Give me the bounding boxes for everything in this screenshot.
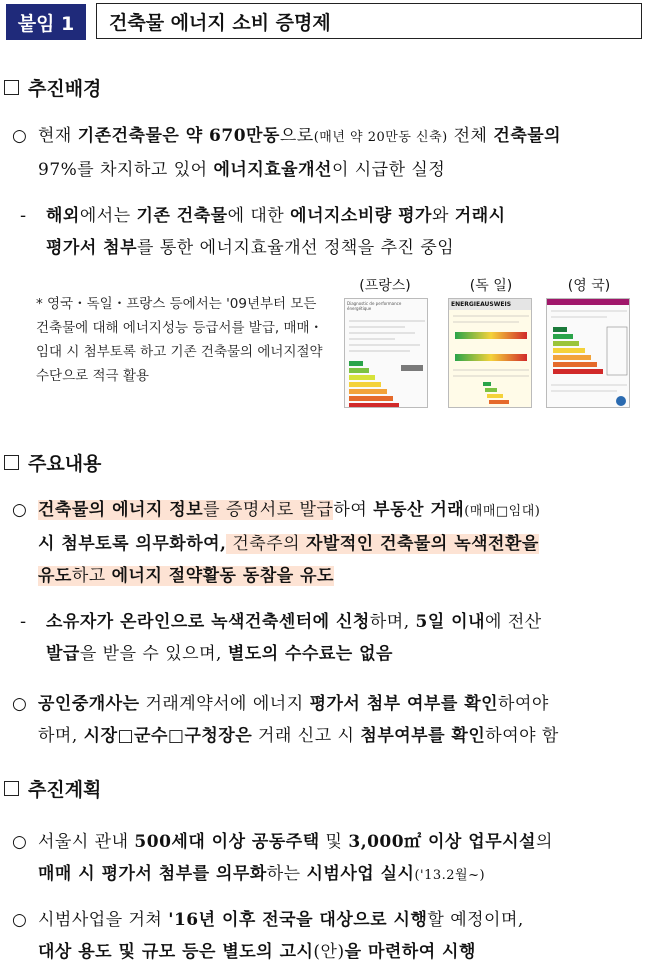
text-run: 건축물의 에너지 정보	[38, 500, 204, 520]
note-text: * 영국・독일・프랑스 등에서는 '09년부터 모든 건축물에 대해 에너지성능 등급서를 발급, 매매・임대 시 첨부토록 하고 기존 건축물의 에너지절약 수단으로 적극 활용	[36, 296, 324, 384]
text-run: 하여	[333, 500, 374, 520]
text-run: 건축주의	[226, 534, 306, 554]
text-run: 에서는	[79, 206, 137, 226]
text-run: 소유자가 온라인으로 녹색건축센터에 신청	[46, 612, 370, 632]
text-run: 의	[535, 832, 553, 852]
text-run: ('13.2월~)	[414, 868, 486, 883]
bullet-online-application	[0, 606, 647, 670]
text-run: 에 전산	[485, 612, 542, 632]
square-bullet-icon	[4, 80, 19, 95]
text-run: 할 예정이며,	[427, 910, 524, 930]
text-run: 를 통한 에너지효율개선 정책을 추진 중임	[137, 238, 455, 258]
circle-bullet-icon: ○	[12, 832, 28, 852]
text-run: (매년 약 20만동 신축)	[313, 130, 448, 145]
text-run: 기존건축물은 약 670만동	[77, 126, 280, 146]
text-run: 전체	[447, 126, 494, 146]
section-title: 추진배경	[28, 78, 102, 100]
text-run: 에너지 절약활동 동참을 유도	[111, 566, 334, 586]
section-heading-plan	[4, 775, 101, 802]
dash-bullet-icon: -	[20, 612, 27, 632]
bullet-text	[46, 606, 641, 670]
caption-uk: (영 국)	[567, 278, 611, 294]
appendix-tag: 붙임 1	[6, 4, 86, 40]
text-run: 시장□군수□구청장은	[83, 726, 253, 746]
caption-france: (프랑스)	[359, 278, 411, 294]
text-run: 에너지소비량 평가	[290, 206, 432, 226]
dash-bullet-icon: -	[20, 206, 27, 226]
text-run: 서울시 관내	[38, 832, 135, 852]
bullet-realtor-check	[0, 688, 647, 752]
text-run: 에 대한	[227, 206, 291, 226]
text-run: 건축물의	[493, 126, 562, 146]
text-run: 마련하여 시행	[367, 942, 476, 962]
text-run: 3,000㎡ 이상 업무시설	[348, 832, 536, 852]
bullet-certificate-mandate	[0, 494, 647, 590]
page-title	[96, 3, 642, 39]
bullet-overseas	[0, 200, 647, 264]
page-title-text: 건축물 에너지 소비 증명제	[109, 11, 331, 34]
text-run: 하고	[71, 566, 112, 586]
bullet-text	[46, 200, 641, 264]
text-run: 을 받을 수 있으며,	[79, 644, 228, 664]
text-run: 하는	[266, 864, 307, 884]
france-certificate-graphic	[345, 313, 428, 408]
bullet-text	[38, 494, 641, 592]
text-run: 별도의 수수료는 없음	[227, 644, 393, 664]
bullet-existing-buildings	[0, 120, 647, 184]
square-bullet-icon	[4, 455, 19, 470]
text-run: 부동산 거래	[373, 500, 465, 520]
text-run: 5일 이내	[415, 612, 486, 632]
text-run: (안)	[313, 942, 345, 962]
text-run: 거래계약서에 에너지	[139, 694, 310, 714]
france-certificate-image	[344, 298, 428, 408]
germany-certificate-image	[448, 298, 532, 408]
text-run: 하여야 함	[485, 726, 559, 746]
text-run: '16년 이후 전국을 대상으로 시행	[168, 910, 428, 930]
text-run: 첨부여부를 확인	[360, 726, 486, 746]
text-run: 97%	[38, 160, 78, 180]
text-run: 하여야	[498, 694, 549, 714]
text-run: 및	[319, 832, 349, 852]
bullet-text	[38, 826, 641, 892]
bullet-pilot-project	[0, 826, 647, 890]
text-run: 해외	[46, 206, 80, 226]
text-run: 와	[431, 206, 455, 226]
text-run: 을	[344, 942, 368, 962]
circle-bullet-icon: ○	[12, 126, 28, 146]
bullet-text	[38, 688, 641, 752]
square-bullet-icon	[4, 781, 19, 796]
text-run: 발급	[46, 644, 80, 664]
text-run: 평가서 첨부 여부를 확인	[309, 694, 499, 714]
text-run: 시 첨부토록 의무화하여,	[38, 534, 227, 554]
circle-bullet-icon: ○	[12, 910, 28, 930]
france-doc-title: Diagnostic de performance énergétique	[347, 301, 402, 311]
text-run: 이 시급한 실정	[331, 160, 446, 180]
section-title: 추진계획	[28, 779, 102, 801]
circle-bullet-icon: ○	[12, 500, 28, 520]
bullet-nationwide	[0, 904, 647, 968]
text-run: 시범사업을 거쳐	[38, 910, 169, 930]
text-run: 평가서 첨부를 의무화	[101, 864, 267, 884]
circle-bullet-icon: ○	[12, 694, 28, 714]
text-run: 거래 신고 시	[252, 726, 361, 746]
section-heading-main	[4, 449, 101, 476]
text-run: 하며,	[369, 612, 416, 632]
uk-certificate-graphic	[547, 305, 630, 408]
caption-germany: (독 일)	[469, 278, 513, 294]
text-run: (매매□임대)	[464, 504, 541, 519]
text-run: 유도	[38, 566, 72, 586]
text-run: 하며,	[38, 726, 84, 746]
text-run: 자발적인 건축물의 녹색전환을	[305, 534, 539, 554]
text-run: 매매 시	[38, 864, 102, 884]
section-heading-background	[4, 74, 101, 101]
text-run: 를 증명서로 발급	[203, 500, 334, 520]
text-run: 공인중개사는	[38, 694, 140, 714]
text-run: 으로	[279, 126, 314, 146]
text-run: 현재	[38, 126, 78, 146]
text-run: 기존 건축물	[136, 206, 228, 226]
text-run: 거래시	[454, 206, 506, 226]
uk-certificate-image	[546, 298, 630, 408]
bullet-text	[38, 904, 641, 968]
text-run: 에너지효율개선	[213, 160, 332, 180]
bullet-text	[38, 120, 641, 186]
germany-certificate-graphic	[449, 310, 532, 408]
section-title: 주요내용	[28, 453, 102, 475]
text-run: 평가서 첨부	[46, 238, 138, 258]
text-run: 를 차지하고 있어	[77, 160, 214, 180]
text-run: 시범사업 실시	[306, 864, 415, 884]
text-run: 500세대 이상 공동주택	[134, 832, 320, 852]
germany-doc-title: ENERGIEAUSWEIS	[449, 299, 531, 310]
text-run: 대상 용도 및 규모 등은 별도의 고시	[38, 942, 314, 962]
